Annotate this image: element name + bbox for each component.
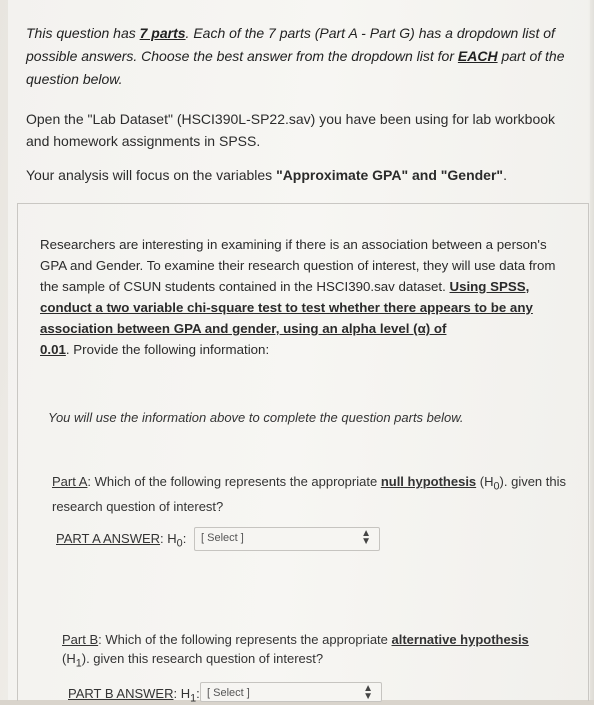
part-a-subscript: 0 (493, 480, 500, 493)
analysis-focus (26, 165, 566, 185)
intro-text-3: part of the question below. (26, 48, 565, 87)
parts-count: 7 parts (139, 25, 186, 41)
each-emphasis: EACH (457, 48, 498, 64)
part-b-answer-label (68, 686, 200, 705)
part-a-question (52, 472, 572, 516)
part-a-answer-sub: 0 (176, 537, 183, 550)
research-instruction: Using SPSS, conduct a two variable chi-square test to test whether there appears to be any association between GPA and gender, using an alpha level (α) of (40, 279, 533, 336)
part-a-select-value: [ Select ] (201, 532, 244, 544)
part-b-label: Part B (62, 632, 99, 647)
part-a-answer-label (56, 531, 186, 550)
alpha-value: 0.01 (40, 342, 66, 357)
part-b-text-1: : Which of the following represents the appropriate (98, 632, 392, 647)
part-b-subscript: 1 (75, 657, 82, 670)
intro-text-2: . Each of the 7 parts (Part A - Part G) has a dropdown list of possible answers. Choose the best answer from the dropdown list for (26, 25, 555, 64)
part-a-text-2: (H (476, 474, 494, 489)
part-a-text-3: ). given this research question of interest? (52, 474, 567, 514)
null-hypothesis-term: null hypothesis (380, 474, 477, 489)
focus-suffix: . (503, 167, 507, 183)
part-b-answer-title: PART B ANSWER (68, 686, 174, 701)
research-description (40, 234, 560, 360)
part-a-answer-title: PART A ANSWER (56, 531, 161, 546)
part-b-answer-sub: 1 (190, 692, 197, 705)
alternative-hypothesis-term: alternative hypothesis (391, 632, 529, 647)
part-a-label: Part A (52, 474, 88, 489)
question-intro (26, 22, 566, 91)
intro-text-1: This question has (26, 25, 140, 41)
focus-variables: "Approximate GPA" and "Gender" (276, 167, 504, 183)
select-arrows-icon: ▲ ▼ (363, 683, 373, 702)
research-tail: . Provide the following information: (65, 342, 270, 357)
complete-instruction: You will use the information above to complete the question parts below. (48, 410, 464, 425)
part-b-answer-h: : H (173, 686, 191, 701)
part-b-text-2: (H (62, 651, 76, 666)
research-text: Researchers are interesting in examining if there is an association between a person's GPA and Gender. To examine their research question of interest, they will use data from the sample of CSUN students contained in the HSCI390.sav dataset. (40, 237, 556, 294)
part-b-text-3: ). given this research question of interest? (81, 651, 324, 666)
part-a-answer-h: : H (160, 531, 177, 546)
part-a-select[interactable] (194, 527, 380, 551)
part-b-select-value: [ Select ] (207, 687, 250, 699)
part-a-answer-colon: : (182, 531, 187, 546)
focus-prefix: Your analysis will focus on the variables (26, 167, 277, 183)
part-b-answer-colon: : (196, 686, 200, 701)
part-b-select[interactable] (200, 682, 382, 702)
select-arrows-icon: ▲ ▼ (361, 528, 371, 547)
part-a-text-1: : Which of the following represents the appropriate (87, 474, 381, 489)
open-dataset-text: Open the "Lab Dataset" (HSCI390L-SP22.sav) you have been using for lab workbook and homework assignments in SPSS. (26, 111, 556, 149)
part-b-question (62, 630, 582, 674)
